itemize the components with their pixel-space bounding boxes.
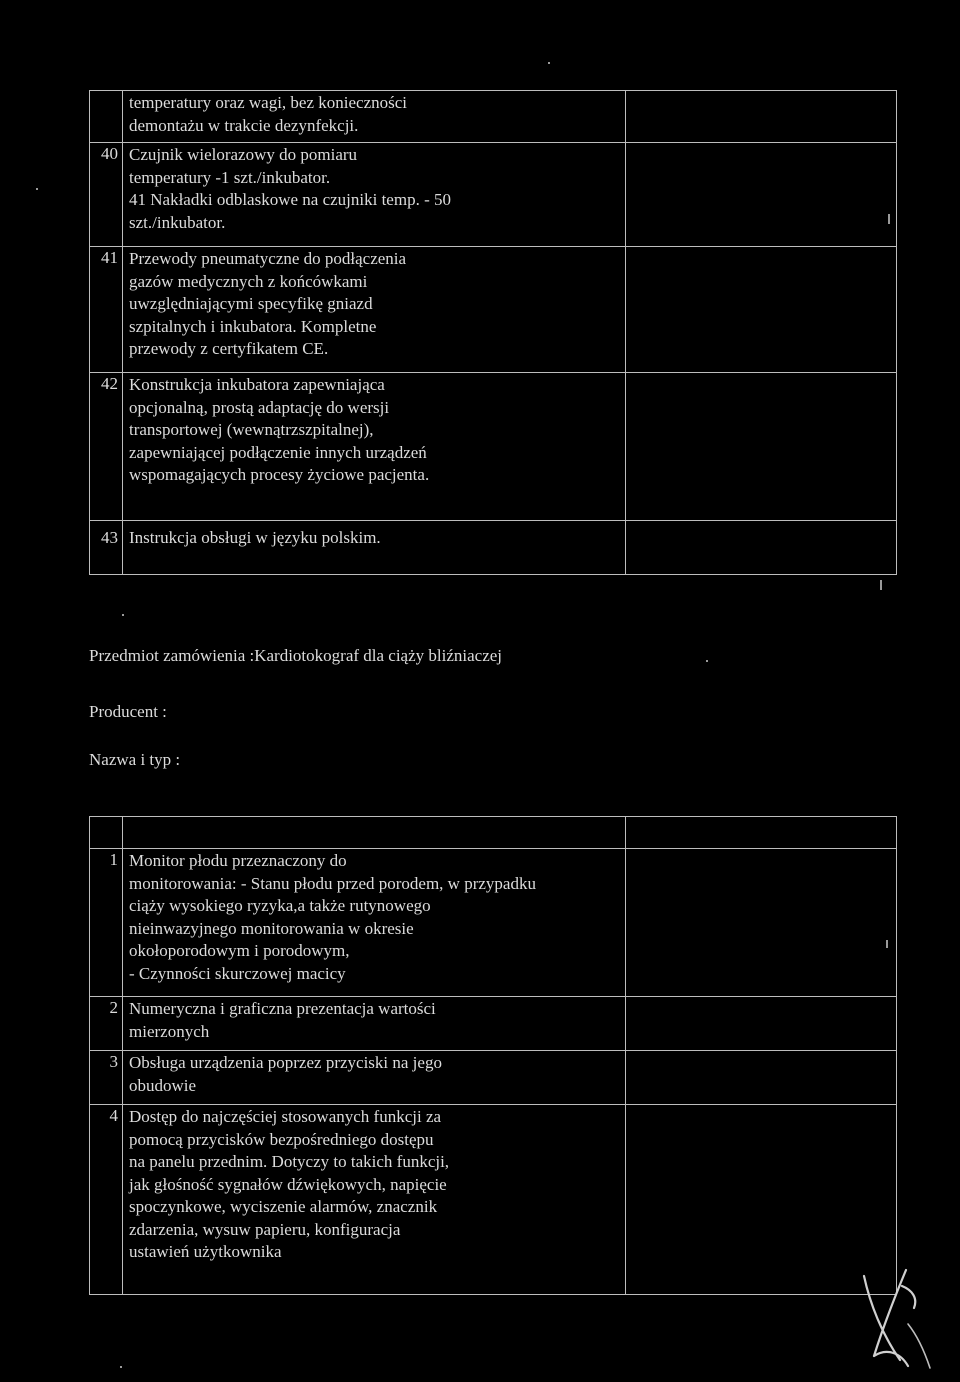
row-number: 41 <box>90 247 123 373</box>
row-number: 1 <box>90 849 123 997</box>
row-description: temperatury oraz wagi, bez konieczności demontażu w trakcie dezynfekcji. <box>123 91 626 143</box>
answer-cell[interactable] <box>626 247 897 373</box>
table-row <box>90 849 897 997</box>
row-description: Przewody pneumatyczne do podłączenia gazów medycznych z końcówkami uwzględniającymi specyfikę gniazd szpitalnych i inkubatora. Kompletne przewody z certyfikatem CE. <box>123 247 626 373</box>
table-row <box>90 1105 897 1295</box>
producer-label: Producent : <box>89 702 167 721</box>
table-row <box>90 143 897 247</box>
answer-cell[interactable] <box>626 373 897 521</box>
table-row <box>90 373 897 521</box>
scan-speck <box>120 1366 122 1368</box>
specification-table <box>89 816 897 1295</box>
answer-cell[interactable] <box>626 817 897 849</box>
row-description: Konstrukcja inkubatora zapewniająca opcjonalną, prostą adaptację do wersji transportowej (wewnątrzszpitalnej), zapewniającej podłączenie innych urządzeń wspomagających procesy życiowe pacjenta. <box>123 373 626 521</box>
answer-cell[interactable] <box>626 521 897 575</box>
answer-cell[interactable] <box>626 91 897 143</box>
row-number: 4 <box>90 1105 123 1295</box>
answer-cell[interactable] <box>626 143 897 247</box>
row-description <box>123 817 626 849</box>
row-number: 2 <box>90 997 123 1051</box>
scan-speck <box>888 214 890 224</box>
answer-cell[interactable] <box>626 997 897 1051</box>
row-description: Dostęp do najczęściej stosowanych funkcji za pomocą przycisków bezpośredniego dostępu na panelu przednim. Dotyczy to takich funkcji, jak głośność sygnałów dźwiękowych, napięcie spoczynkowe, wyciszenie alarmów, znacznik zdarzenia, wysuw papieru, konfiguracja ustawień użytkownika <box>123 1105 626 1295</box>
table-row <box>90 817 897 849</box>
specification-table-continued <box>89 90 897 575</box>
name-type-label: Nazwa i typ : <box>89 750 181 769</box>
table-row <box>90 1051 897 1105</box>
order-subject: Przedmiot zamówienia :Kardiotokograf dla ciąży bliźniaczej <box>89 646 503 665</box>
row-number: 3 <box>90 1051 123 1105</box>
row-description: Monitor płodu przeznaczony do monitorowania: - Stanu płodu przed porodem, w przypadku ciąży wysokiego ryzyka,a także rutynowego nieinwazyjnego monitorowania w okresie okołoporodowym i porodowym, - Czynności skurczowej macicy <box>123 849 626 997</box>
table-row <box>90 997 897 1051</box>
table-row <box>90 247 897 373</box>
scan-speck <box>880 580 882 590</box>
row-number <box>90 91 123 143</box>
row-description: Czujnik wielorazowy do pomiaru temperatury -1 szt./inkubator. 41 Nakładki odblaskowe na czujniki temp. - 50 szt./inkubator. <box>123 143 626 247</box>
row-description: Instrukcja obsługi w języku polskim. <box>123 521 626 575</box>
row-description: Obsługa urządzenia poprzez przyciski na jego obudowie <box>123 1051 626 1105</box>
row-number <box>90 817 123 849</box>
row-number: 42 <box>90 373 123 521</box>
answer-cell[interactable] <box>626 849 897 997</box>
row-number: 40 <box>90 143 123 247</box>
answer-cell[interactable] <box>626 1051 897 1105</box>
table-row <box>90 91 897 143</box>
scan-speck <box>36 188 38 190</box>
row-description: Numeryczna i graficzna prezentacja wartości mierzonych <box>123 997 626 1051</box>
row-number: 43 <box>90 521 123 575</box>
signature-mark <box>856 1264 936 1374</box>
scan-speck <box>122 614 124 616</box>
scan-speck <box>706 660 708 662</box>
table-row <box>90 521 897 575</box>
scan-speck <box>548 62 550 64</box>
scan-speck <box>886 940 888 948</box>
